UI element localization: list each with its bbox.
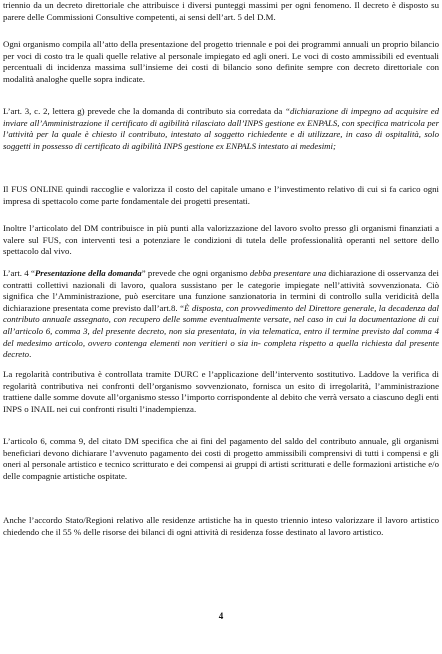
quoted-decree: È disposta, con provvedimento del Direttore generale, la decadenza dal contributo annuale assegnato, con recupero delle somme eventualmente versate, nel caso in cui la documentazione di cui all’articolo 6, comma 3, del presente decreto, non sia presentata, in via telematica, entro il termine previsto dal comma 4 del medesimo articolo, ovvero contenga elementi non veritieri o sia in- completa rispetto a quella richiesta dal presente decreto — [3, 302, 439, 360]
paragraph-text: dichiarazione di osservanza dei contratti collettivi nazionali di lavoro, qualora sussistano per le categorie impiegate nell’attività sovvenzionata. Ciò significa che l’Amministrazione, può esercitare una funzione sanzionatoria in termini di controllo sulla veridicità della dichiarazione presentata come previsto dall’art.8. “ — [3, 268, 439, 313]
paragraph-residenze — [3, 515, 439, 538]
paragraph-dm-articles — [3, 223, 439, 258]
page-number: 4 — [218, 611, 224, 621]
paragraph-text: Anche l’accordo Stato/Regioni relativo alle residenze artistiche ha in questo triennio inteso valorizzare il lavoro artistico chiedendo che il 55 % delle risorse dei bilanci di ogni attività di residenza fosse destinato al lavoro artistico. — [3, 515, 439, 537]
paragraph-art6 — [3, 436, 439, 482]
paragraph-text: La regolarità contributiva è controllata tramite DURC e l’applicazione dell’intervento sostitutivo. Laddove la verifica di regolarità contributiva nei confronti dell’organismo sovvenzionato, fornisca un esito di irregolarità, l’amministrazione trattiene dalle somme dovute all’organismo stesso l’importo corrispondente al debito che verrà versato a ciascuno degli enti INPS o INAIL nei cui confronti risulti l’inadempienza. — [3, 369, 439, 414]
paragraph-durc — [3, 369, 439, 415]
paragraph-text: triennio da un decreto direttoriale che attribuisce i diversi punteggi massimi per ogni fenomeno. Il decreto è disposto su parere delle Commissioni Consultive competenti, ai sensi dell’art. 5 del D.M. — [3, 0, 439, 22]
paragraph-art4 — [3, 268, 439, 361]
paragraph-budget — [3, 39, 439, 85]
paragraph-text: ” prevede che ogni organismo — [141, 268, 250, 278]
paragraph-text: L’art. 4 “ — [3, 268, 35, 278]
paragraph-text: L’articolo 6, comma 9, del citato DM specifica che ai fini del pagamento del saldo del contributo annuale, gli organismi beneficiari devono dichiarare l’avvenuto pagamento dei costi di progetto ammissibili comprensivi di tutti i compensi e gli oneri al personale artistico e tecnico scritturato e dei compensi ai gruppi di artisti scritturati e delle formazioni artistiche e/o delle compagnie artistiche ospitate. — [3, 436, 439, 481]
paragraph-text: Ogni organismo compila all’atto della presentazione del progetto triennale e poi dei programmi annuali un proprio bilancio per voci di costo tra le quali quelle relative al personale impiegato ed agli oneri. Le voci di costo ammissibili ed eventuali percentuali di incidenza massima sull’insieme dei costi di bilancio sono definite sempre con decreto direttoriale con modalità analoghe quelle sopra indicate. — [3, 39, 439, 84]
paragraph-text: Inoltre l’articolato del DM contribuisce in più punti alla valorizzazione del lavoro svolto presso gli organismi finanziati a valere sul FUS, con interventi tesi a potenziare le condizioni di tutela delle professionalità operanti nel settore dello spettacolo dal vivo. — [3, 223, 439, 257]
paragraph-text: L’art. 3, c. 2, lettera g) prevede che la domanda di contributo sia corredata da — [3, 106, 286, 116]
paragraph-art3 — [3, 106, 439, 152]
emphasis-text: debba presentare una — [249, 268, 327, 278]
paragraph-fus-online — [3, 184, 439, 207]
paragraph-text: Il FUS ONLINE quindi raccoglie e valorizza il costo del capitale umano e l’investimento relativo di cui si fa carico ogni impresa di spettacolo come parte fondamentale dei progetti presentati. — [3, 184, 439, 206]
article-title: Presentazione della domanda — [34, 268, 142, 278]
quoted-requirement: “dichiarazione di impegno ad acquisire ed inviare all’Amministrazione il certificato di agibilità rilasciato dall’INPS gestione ex ENPALS, con specifica matricola per l’attività per la quale è chiesto il contributo, intestato al soggetto richiedente e di utilizzare, in caso di ospitalità, solo soggetti in possesso di certificato di agibilità INPS gestione ex ENPALS intestato ai medesimi; — [3, 106, 439, 151]
paragraph-text: . — [29, 349, 32, 360]
paragraph-decree-intro — [3, 0, 439, 23]
